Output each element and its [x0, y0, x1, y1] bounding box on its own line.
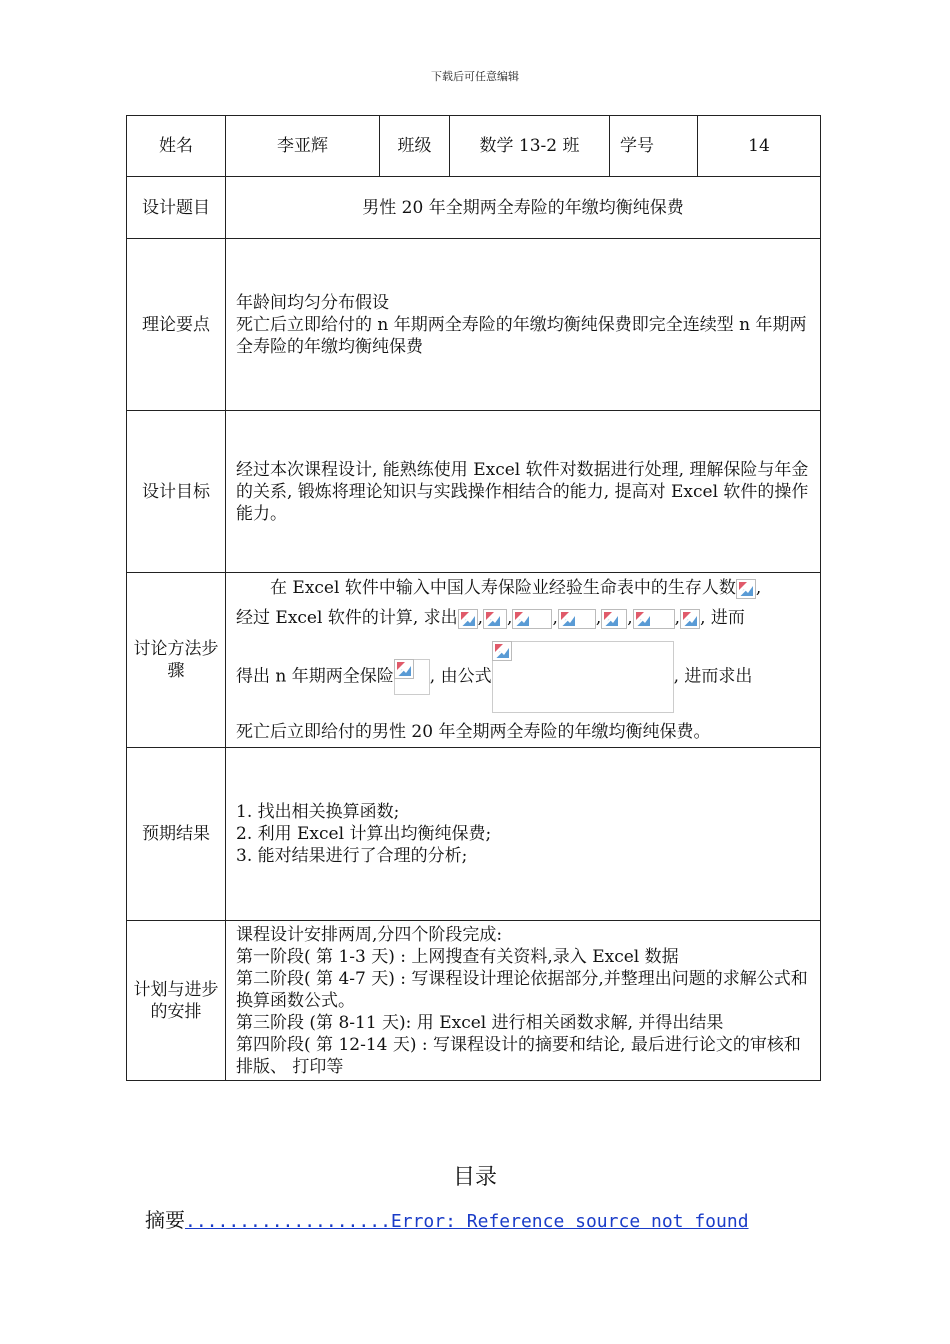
row-method	[127, 573, 821, 748]
theory-line-1: 年龄间均匀分布假设	[236, 292, 389, 313]
name-value: 李亚辉	[226, 116, 380, 177]
toc-entry-ref-link[interactable]: Error: Reference source not found	[390, 1211, 749, 1232]
broken-image-icon	[633, 609, 675, 629]
plan-line-4: 第三阶段 (第 8-11 天): 用 Excel 进行相关函数求解, 并得出结果	[236, 1012, 724, 1033]
theory-line-2: 死亡后立即给付的 n 年期两全寿险的年缴均衡纯保费即完全连续型 n 年期两全寿险的年缴均衡纯保费	[236, 314, 807, 357]
theory-content	[226, 239, 821, 411]
broken-image-icon	[736, 579, 756, 599]
topic-value: 男性 20 年全期两全寿险的年缴均衡纯保费	[226, 177, 821, 239]
expect-item-3: 3. 能对结果进行了合理的分析;	[236, 846, 468, 866]
method-content: 在 Excel 软件中输入中国人寿保险业经验生命表中的生存人数 , 经过 Excel 软件的计算, 求出 , , , , , , , 进而 得出 n 年期两全保险 , 由公式 , 进而求出 死亡后立即给付的男性 20 年全期两全寿险的年缴均衡纯保费。	[226, 573, 821, 748]
expect-item-1: 1. 找出相关换算函数;	[236, 802, 400, 822]
row-topic	[127, 177, 821, 239]
course-design-form	[126, 115, 821, 1081]
plan-label: 计划与进步的安排	[127, 921, 226, 1081]
plan-list	[226, 921, 821, 1081]
id-label: 学号	[610, 116, 698, 177]
broken-image-icon	[601, 609, 627, 629]
plan-line-5: 第四阶段( 第 12-14 天) : 写课程设计的摘要和结论, 最后进行论文的审核和排版、 打印等	[236, 1034, 801, 1077]
broken-image-icon	[394, 659, 414, 679]
method-p1: 在 Excel 软件中输入中国人寿保险业经验生命表中的生存人数	[270, 578, 736, 598]
row-theory	[127, 239, 821, 411]
topic-label: 设计题目	[127, 177, 226, 239]
broken-image-icon	[483, 609, 507, 629]
class-label: 班级	[380, 116, 450, 177]
expect-item-2: 2. 利用 Excel 计算出均衡纯保费;	[236, 824, 492, 844]
name-label: 姓名	[127, 116, 226, 177]
plan-line-2: 第一阶段( 第 1-3 天) : 上网搜查有关资料,录入 Excel 数据	[236, 946, 679, 967]
plan-line-3: 第二阶段( 第 4-7 天) : 写课程设计理论依据部分,并整理出问题的求解公式和换算函数公式。	[236, 968, 808, 1011]
toc-entry-dots[interactable]: ...................	[185, 1211, 391, 1232]
plan-line-1: 课程设计安排两周,分四个阶段完成:	[236, 924, 503, 945]
method-p3-mid: , 由公式	[429, 666, 492, 687]
method-p2-end: 进而	[710, 608, 745, 628]
method-p2: 经过 Excel 软件的计算, 求出	[236, 608, 458, 628]
broken-image-icon	[492, 641, 512, 661]
method-p4: 死亡后立即给付的男性 20 年全期两全寿险的年缴均衡纯保费。	[236, 722, 711, 742]
goal-label: 设计目标	[127, 411, 226, 573]
method-label: 讨论方法步骤	[127, 573, 226, 748]
broken-image-icon	[680, 609, 700, 629]
header-note: 下载后可任意编辑	[431, 70, 519, 83]
broken-image-icon	[512, 609, 552, 629]
broken-image-icon	[558, 609, 596, 629]
row-plan	[127, 921, 821, 1081]
id-value: 14	[698, 116, 821, 177]
formula-image	[394, 659, 430, 695]
row-expect	[127, 748, 821, 921]
broken-image-icon	[458, 609, 478, 629]
class-value: 数学 13-2 班	[450, 116, 610, 177]
row-student-info	[127, 116, 821, 177]
toc-title: 目录	[452, 1165, 497, 1190]
method-p3: 得出 n 年期两全保险	[236, 666, 394, 687]
theory-label: 理论要点	[127, 239, 226, 411]
toc-entry-label: 摘要	[145, 1208, 185, 1232]
formula-image	[492, 641, 674, 713]
method-p3-end: , 进而求出	[673, 666, 753, 687]
expect-list	[226, 748, 821, 921]
expect-label: 预期结果	[127, 748, 226, 921]
row-goal	[127, 411, 821, 573]
goal-text: 经过本次课程设计, 能熟练使用 Excel 软件对数据进行处理, 理解保险与年金的关系, 锻炼将理论知识与实践操作相结合的能力, 提高对 Excel 软件的操作能力。	[226, 411, 821, 573]
toc-entry-abstract[interactable]	[145, 1204, 749, 1233]
